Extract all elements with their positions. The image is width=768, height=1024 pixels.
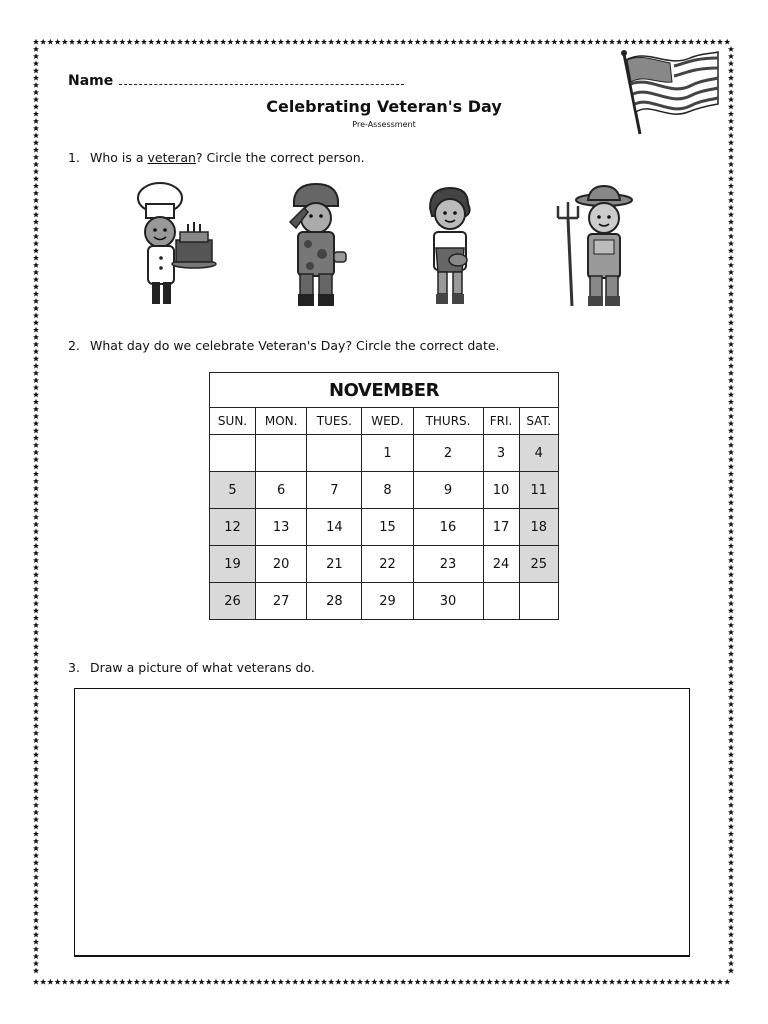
- calendar-week: [210, 435, 559, 472]
- calendar-day[interactable]: 3: [483, 435, 519, 472]
- calendar-day[interactable]: 11: [519, 472, 558, 509]
- calendar-day[interactable]: 17: [483, 509, 519, 546]
- name-field[interactable]: [68, 72, 404, 89]
- weekday-header: THURS.: [413, 408, 483, 435]
- calendar-day[interactable]: 19: [210, 546, 256, 583]
- calendar-day[interactable]: 14: [307, 509, 362, 546]
- calendar-week: [210, 583, 559, 620]
- weekday-header: MON.: [256, 408, 307, 435]
- weekday-header: WED.: [362, 408, 413, 435]
- calendar-empty-cell: [307, 435, 362, 472]
- calendar-empty-cell: [483, 583, 519, 620]
- calendar-day[interactable]: 4: [519, 435, 558, 472]
- page-title: Celebrating Veteran's Day: [266, 97, 502, 116]
- calendar-day[interactable]: 21: [307, 546, 362, 583]
- farmer-icon[interactable]: [548, 182, 638, 310]
- question-3: 3. Draw a picture of what veterans do.: [68, 660, 315, 675]
- calendar-day[interactable]: 12: [210, 509, 256, 546]
- weekday-header: SUN.: [210, 408, 256, 435]
- page-subtitle: Pre-Assessment: [352, 120, 416, 129]
- calendar-day[interactable]: 23: [413, 546, 483, 583]
- calendar-empty-cell: [256, 435, 307, 472]
- calendar-day[interactable]: 22: [362, 546, 413, 583]
- calendar-month: NOVEMBER: [210, 373, 559, 408]
- american-flag-icon: [618, 46, 722, 138]
- calendar-day[interactable]: 26: [210, 583, 256, 620]
- calendar-day[interactable]: 7: [307, 472, 362, 509]
- soldier-icon[interactable]: [282, 182, 352, 310]
- chef-icon[interactable]: [134, 182, 224, 310]
- name-label: Name: [68, 73, 114, 89]
- drawing-box[interactable]: [74, 688, 690, 957]
- calendar-day[interactable]: 25: [519, 546, 558, 583]
- calendar-day[interactable]: 10: [483, 472, 519, 509]
- november-calendar: [209, 372, 559, 620]
- calendar-day[interactable]: 9: [413, 472, 483, 509]
- calendar-day[interactable]: 15: [362, 509, 413, 546]
- calendar-day[interactable]: 29: [362, 583, 413, 620]
- calendar-week: [210, 546, 559, 583]
- veteran-word: veteran: [147, 150, 196, 165]
- calendar-week: [210, 509, 559, 546]
- calendar-day[interactable]: 1: [362, 435, 413, 472]
- calendar-day[interactable]: 28: [307, 583, 362, 620]
- weekday-header: FRI.: [483, 408, 519, 435]
- question-2: 2. What day do we celebrate Veteran's Day? Circle the correct date.: [68, 338, 500, 353]
- calendar-day[interactable]: 16: [413, 509, 483, 546]
- calendar-day[interactable]: 5: [210, 472, 256, 509]
- calendar-day[interactable]: 20: [256, 546, 307, 583]
- calendar-week: [210, 472, 559, 509]
- calendar-day[interactable]: 18: [519, 509, 558, 546]
- name-line[interactable]: [119, 72, 404, 85]
- weekday-header: SAT.: [519, 408, 558, 435]
- calendar-day[interactable]: 27: [256, 583, 307, 620]
- calendar-day[interactable]: 6: [256, 472, 307, 509]
- calendar-day[interactable]: 2: [413, 435, 483, 472]
- calendar-day[interactable]: 30: [413, 583, 483, 620]
- calendar-empty-cell: [519, 583, 558, 620]
- calendar-empty-cell: [210, 435, 256, 472]
- question-1: 1. Who is a veteran? Circle the correct person.: [68, 150, 365, 165]
- calendar-day[interactable]: 24: [483, 546, 519, 583]
- people-choices: [0, 182, 768, 312]
- child-gardener-icon[interactable]: [420, 182, 480, 310]
- weekday-header: TUES.: [307, 408, 362, 435]
- calendar-day[interactable]: 13: [256, 509, 307, 546]
- calendar-day[interactable]: 8: [362, 472, 413, 509]
